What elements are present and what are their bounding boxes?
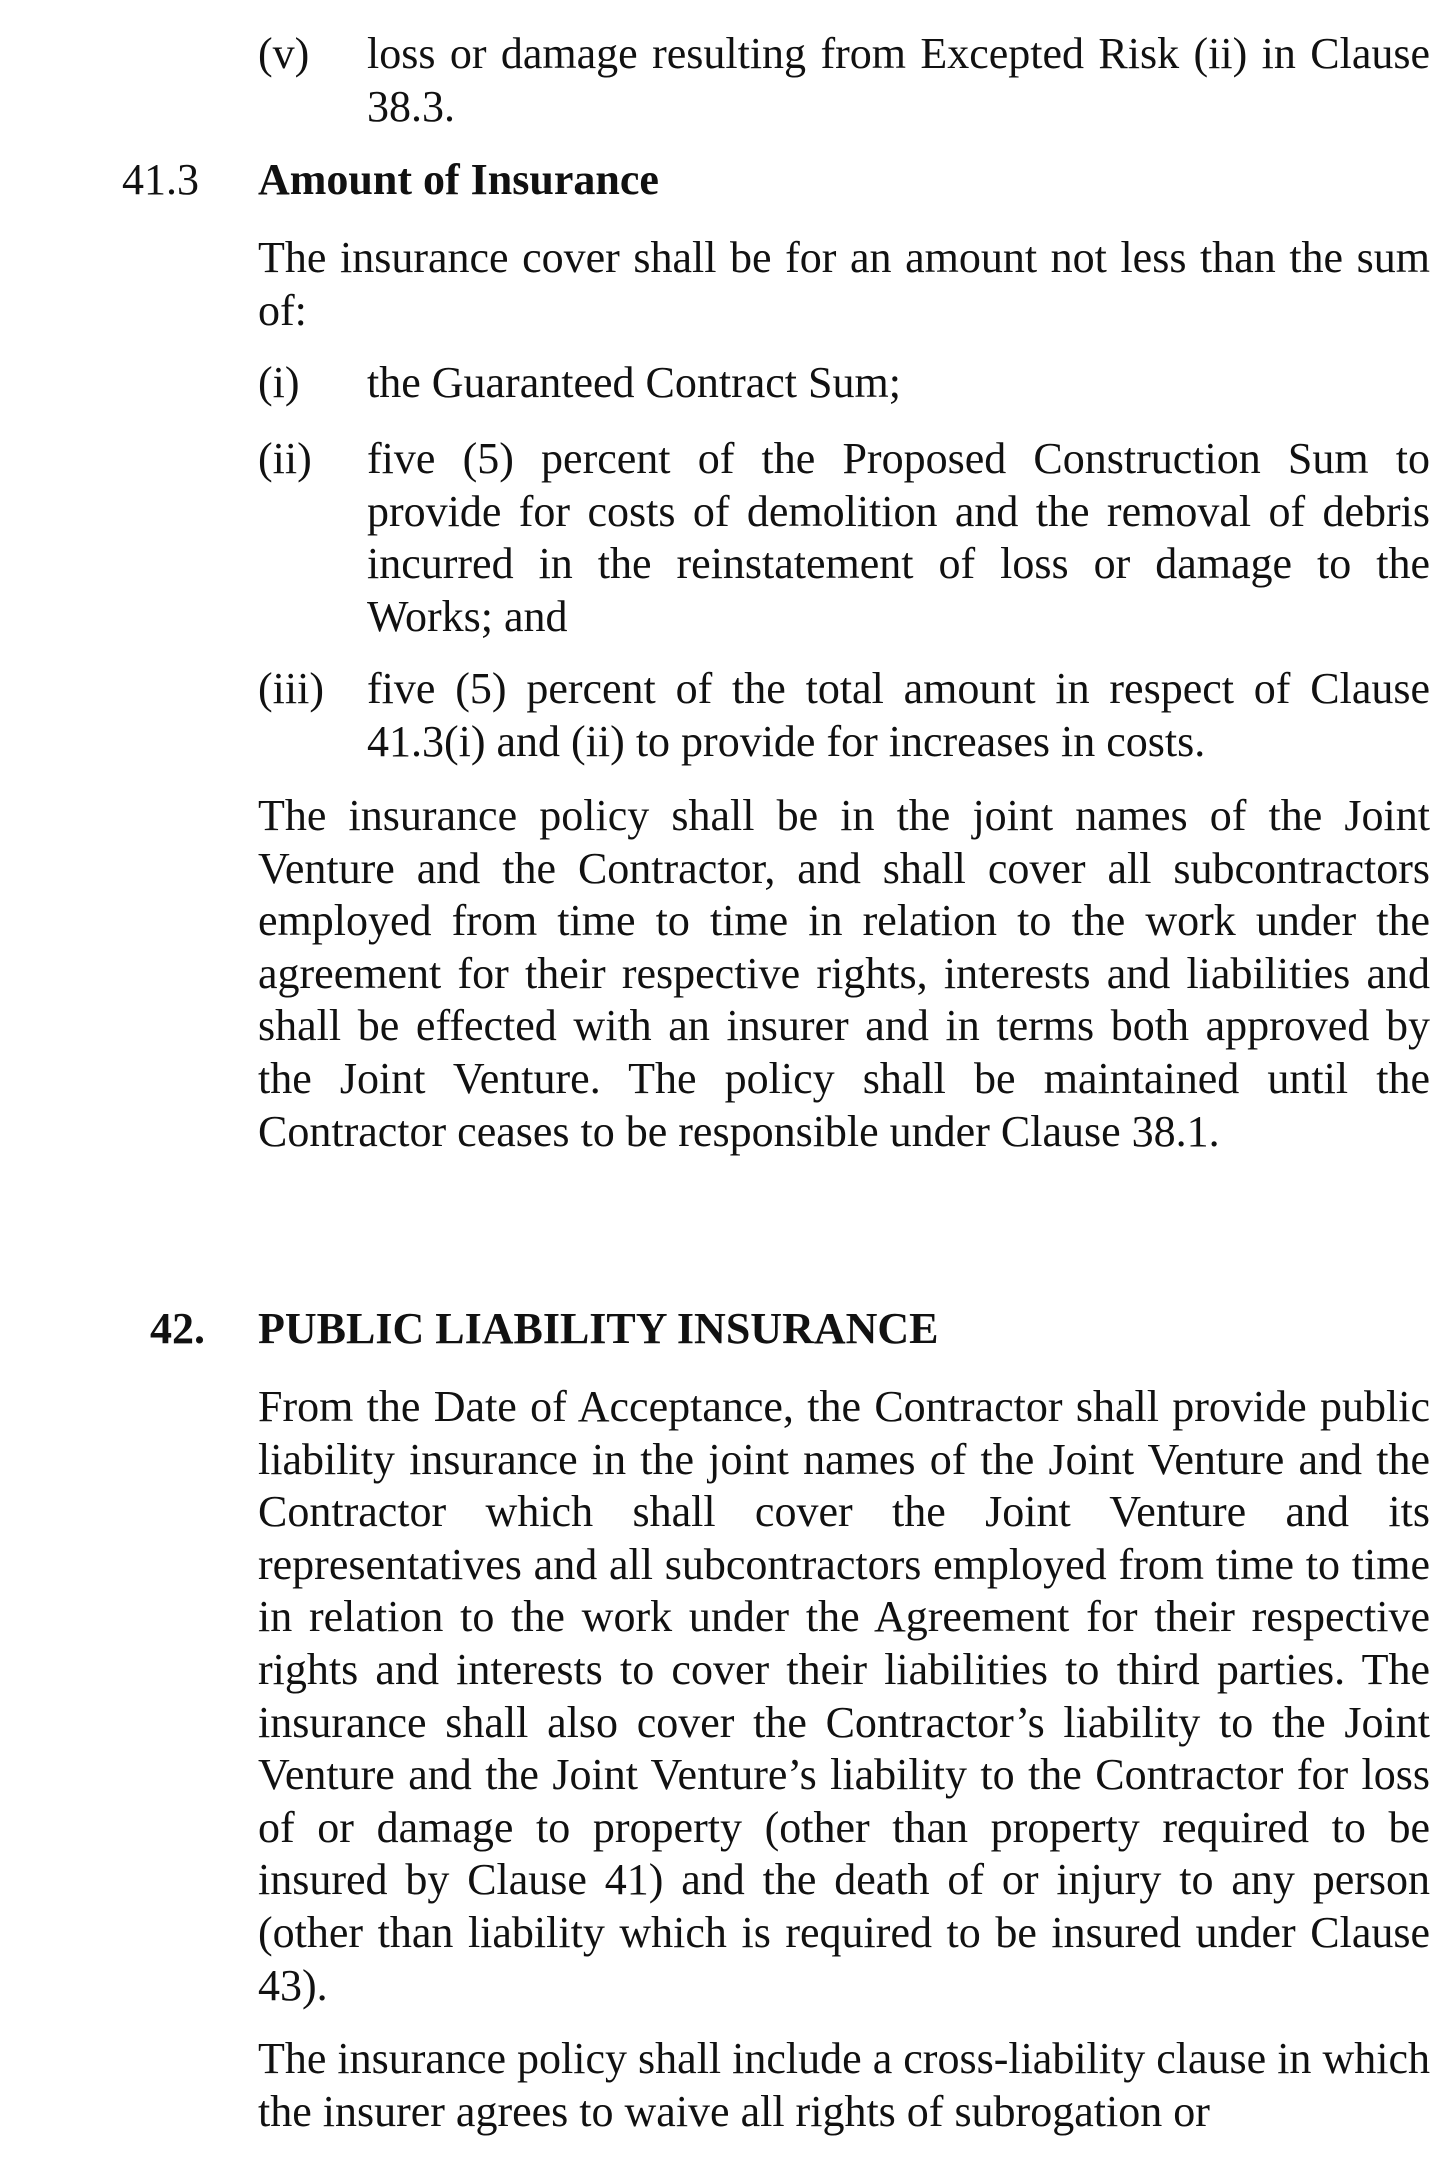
clause-41-3-title: Amount of Insurance	[258, 155, 659, 204]
clause-42-number: 42.	[150, 1304, 205, 1353]
clause-41-3-intro: The insurance cover shall be for an amount not less than the sum of:	[258, 233, 1430, 335]
list-item-label-ii: (ii)	[258, 434, 312, 483]
clause-41-3-closing: The insurance policy shall be in the joint names of the Joint Venture and the Contractor, and shall cover all subcontractors employed from time to time in relation to the work under the agreement for their respective rights, interests and liabilities and shall be effected with an insurer and in terms both approved by the Joint Venture. The policy shall be maintained until the Contractor ceases to be responsible under Clause 38.1.	[258, 791, 1430, 1156]
list-item-text-ii: five (5) percent of the Proposed Construction Sum to provide for costs of demolition and the removal of debris incurred in the reinstatement of loss or damage to the Works; and	[367, 434, 1430, 641]
list-item-label-i: (i)	[258, 358, 300, 407]
clause-41-3-number: 41.3	[122, 155, 199, 204]
list-item-label-iii: (iii)	[258, 664, 324, 713]
clause-42-paragraph-2: The insurance policy shall include a cross-liability clause in which the insurer agrees to waive all rights of subrogation or	[258, 2034, 1430, 2136]
clause-42-paragraph-1: From the Date of Acceptance, the Contractor shall provide public liability insurance in the joint names of the Joint Venture and the Contractor which shall cover the Joint Venture and its representatives and all subcontractors employed from time to time in relation to the work under the Agreement for their respective rights and interests to cover their liabilities to third parties. The insurance shall also cover the Contractor’s liability to the Joint Venture and the Joint Venture’s liability to the Contractor for loss of or damage to property (other than property required to be insured by Clause 41) and the death of or injury to any person (other than liability which is required to be insured under Clause 43).	[258, 1382, 1430, 2010]
list-item-label-v: (v)	[258, 29, 310, 78]
list-item-text-i: the Guaranteed Contract Sum;	[367, 358, 901, 407]
list-item-text-iii: five (5) percent of the total amount in respect of Clause 41.3(i) and (ii) to provide for increases in costs.	[367, 664, 1430, 766]
list-item-text-v: loss or damage resulting from Excepted Risk (ii) in Clause 38.3.	[367, 29, 1430, 131]
clause-42-title: PUBLIC LIABILITY INSURANCE	[258, 1304, 939, 1353]
